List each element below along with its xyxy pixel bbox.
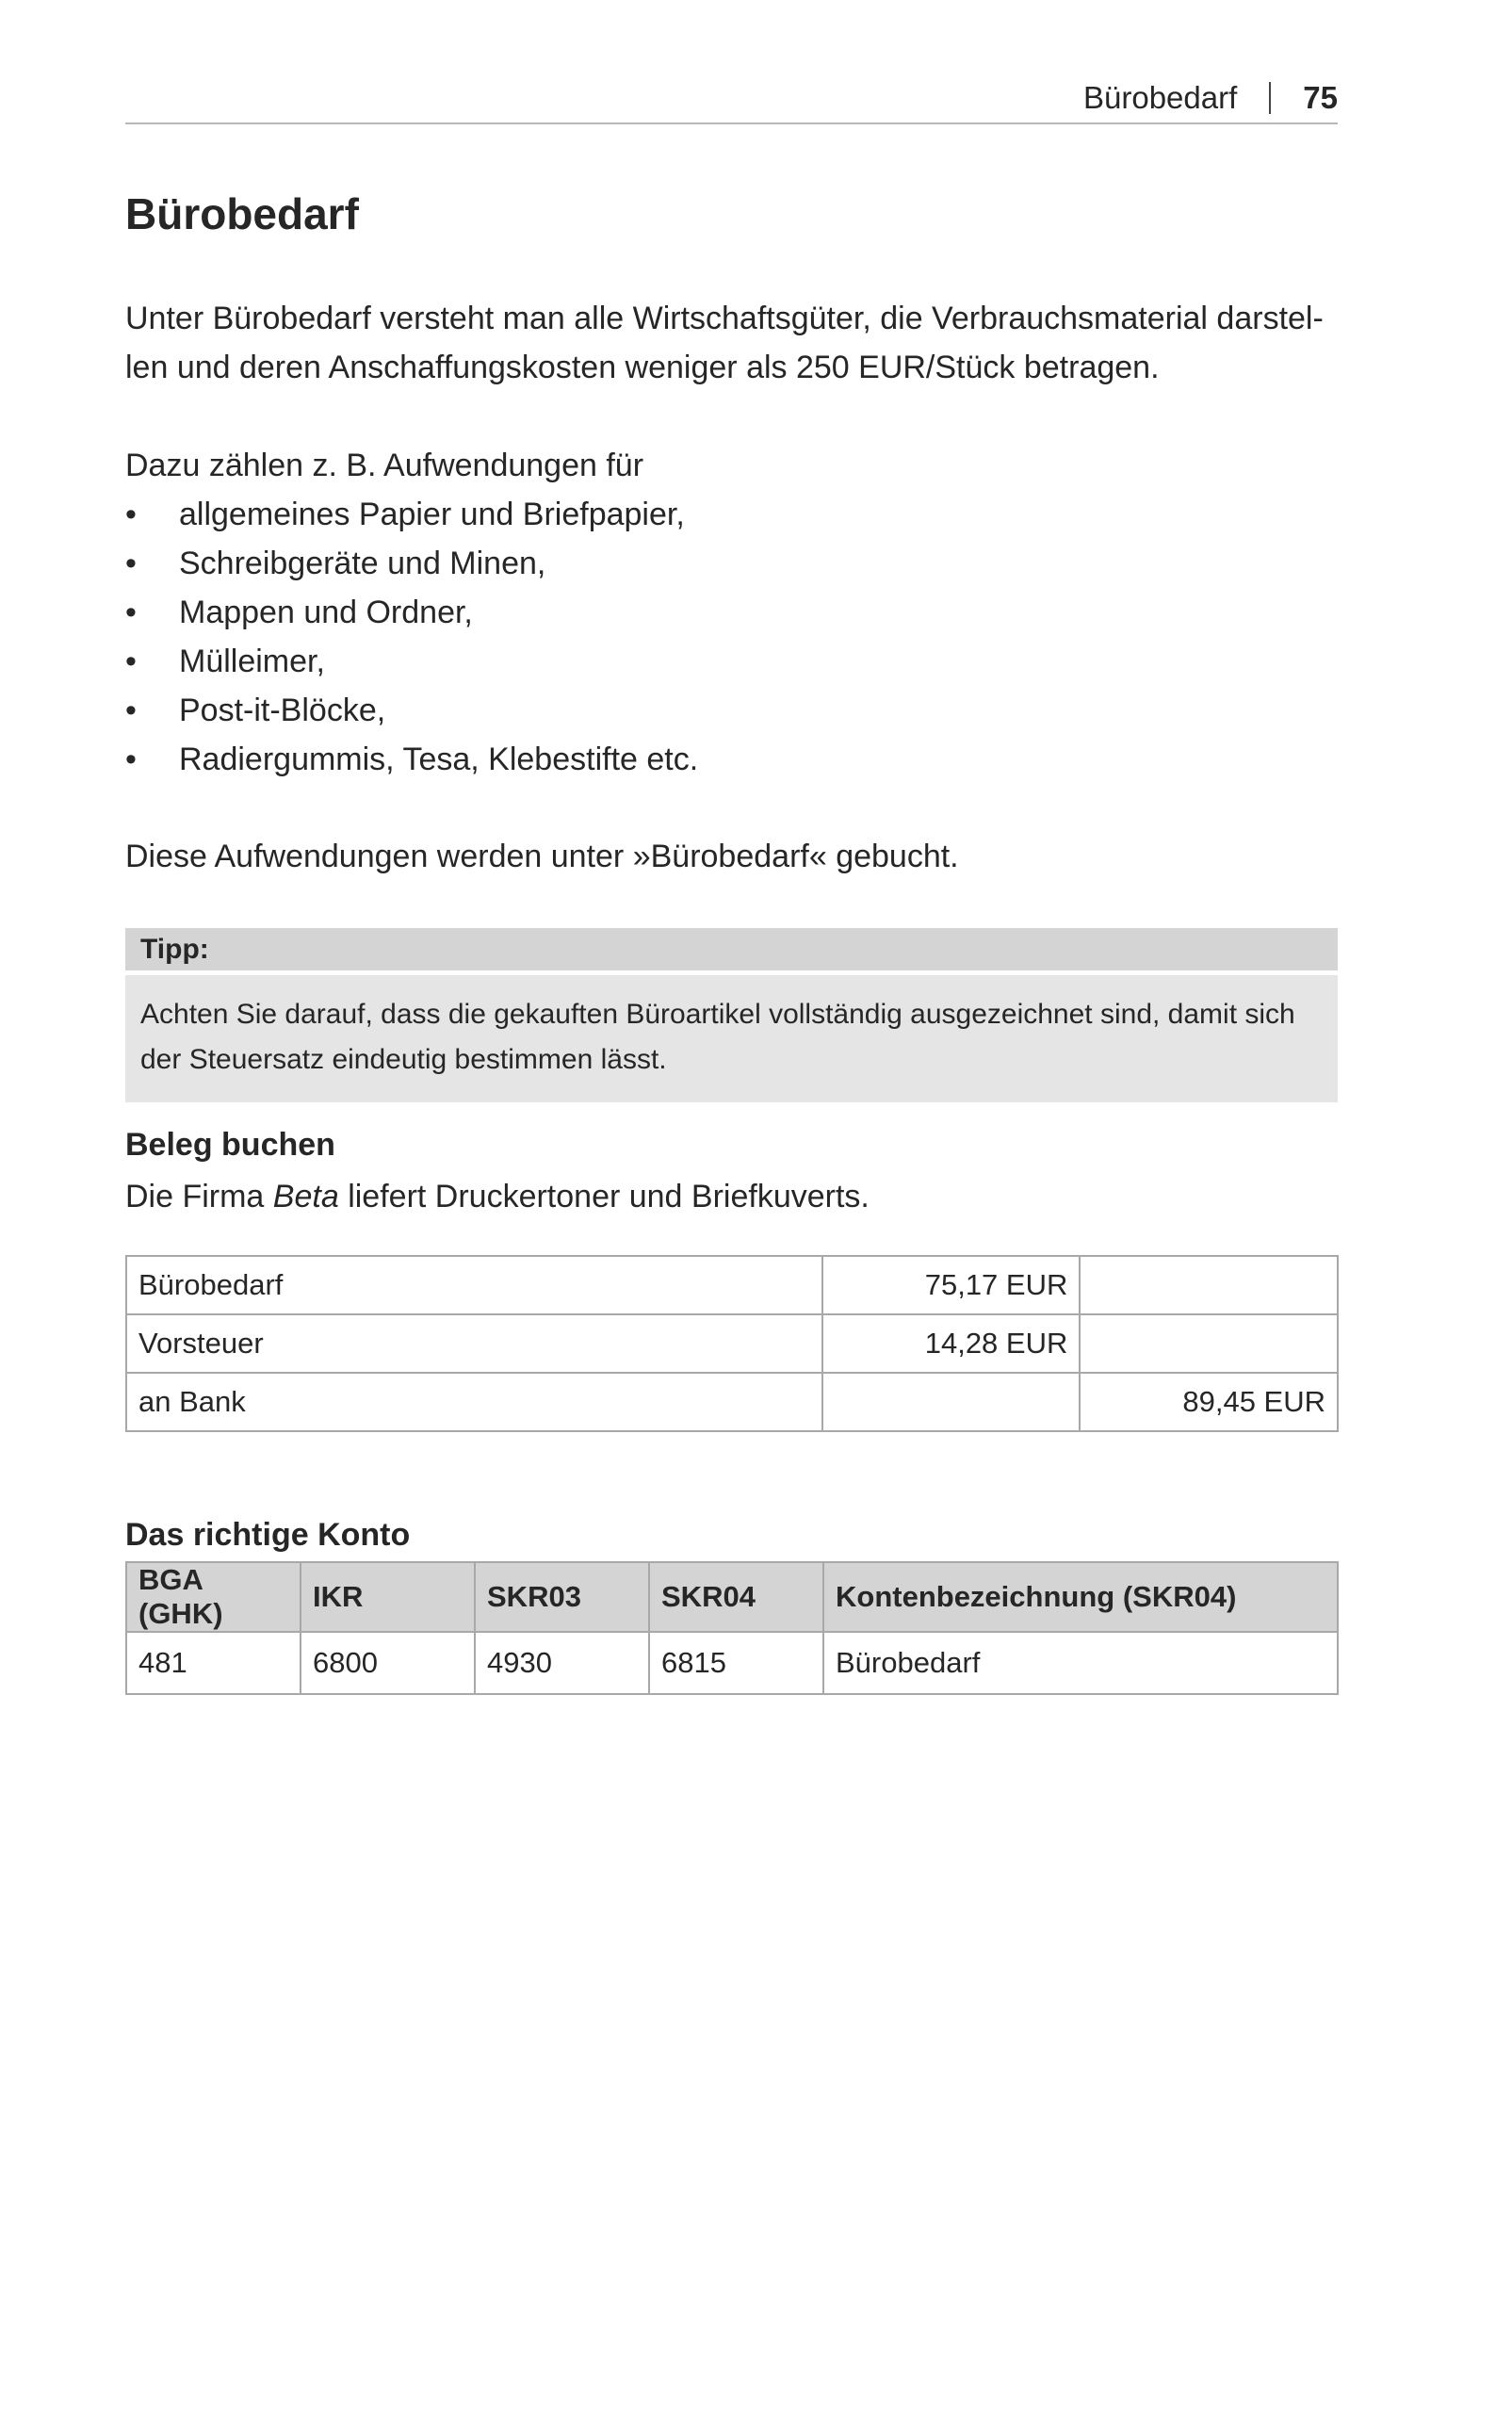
list-item xyxy=(125,686,1341,735)
list-item-text: Mappen und Ordner, xyxy=(179,595,473,630)
list-item xyxy=(125,637,1341,686)
page-number: 75 xyxy=(1303,80,1338,115)
bullet-list xyxy=(125,490,1341,784)
tip-header: Tipp: xyxy=(125,928,1338,970)
credit-cell xyxy=(1080,1314,1338,1373)
konto-heading: Das richtige Konto xyxy=(125,1517,411,1553)
table-row xyxy=(126,1373,1338,1431)
table-cell: Bürobedarf xyxy=(823,1632,1338,1694)
intro-line-1: Unter Bürobedarf versteht man alle Wirtschaftsgüter, die Verbrauchsmaterial darstel- xyxy=(125,301,1324,336)
table-row xyxy=(126,1632,1338,1694)
list-item-text: Schreibgeräte und Minen, xyxy=(179,546,546,581)
intro-paragraph xyxy=(125,294,1341,392)
table-cell: 4930 xyxy=(475,1632,649,1694)
column-header: IKR xyxy=(301,1562,475,1632)
account-cell: Bürobedarf xyxy=(126,1256,822,1314)
bullet-marker: • xyxy=(125,595,137,630)
list-item xyxy=(125,490,1341,539)
konto-table xyxy=(125,1561,1339,1695)
column-header: SKR03 xyxy=(475,1562,649,1632)
credit-cell xyxy=(1080,1256,1338,1314)
table-row xyxy=(126,1256,1338,1314)
beleg-text-start: Die Firma xyxy=(125,1179,273,1214)
list-item xyxy=(125,539,1341,588)
list-item-text: Radiergummis, Tesa, Klebestifte etc. xyxy=(179,742,699,777)
bullet-marker: • xyxy=(125,546,137,581)
header-separator xyxy=(1269,82,1271,114)
list-item-text: Post-it-Blöcke, xyxy=(179,693,386,728)
column-header: BGA (GHK) xyxy=(126,1562,301,1632)
credit-cell: 89,45 EUR xyxy=(1080,1373,1338,1431)
table-cell: 6815 xyxy=(649,1632,823,1694)
account-cell: an Bank xyxy=(126,1373,822,1431)
beleg-heading: Beleg buchen xyxy=(125,1127,335,1163)
running-header xyxy=(125,73,1338,124)
account-cell: Vorsteuer xyxy=(126,1314,822,1373)
bullet-marker: • xyxy=(125,644,137,679)
header-section-title: Bürobedarf xyxy=(1083,80,1238,115)
table-cell: 481 xyxy=(126,1632,301,1694)
list-item xyxy=(125,588,1341,637)
table-cell: 6800 xyxy=(301,1632,475,1694)
list-item-text: allgemeines Papier und Briefpapier, xyxy=(179,497,685,532)
list-item xyxy=(125,735,1341,784)
debit-cell xyxy=(822,1373,1081,1431)
beleg-text-end: liefert Druckertoner und Briefkuverts. xyxy=(338,1179,870,1214)
booking-note: Diese Aufwendungen werden unter »Bürobedarf« gebucht. xyxy=(125,839,959,874)
tip-body xyxy=(125,975,1338,1102)
table-header-row xyxy=(126,1562,1338,1632)
bullet-marker: • xyxy=(125,742,137,777)
company-name: Beta xyxy=(272,1179,339,1214)
bullet-marker: • xyxy=(125,497,137,532)
tip-line-1: Achten Sie darauf, dass die gekauften Büroartikel vollständig ausgezeichnet sind, damit sich xyxy=(140,999,1295,1030)
debit-cell: 14,28 EUR xyxy=(822,1314,1081,1373)
bullet-marker: • xyxy=(125,693,137,728)
booking-table xyxy=(125,1255,1339,1432)
beleg-text xyxy=(125,1172,1341,1221)
table-row xyxy=(126,1314,1338,1373)
page-title: Bürobedarf xyxy=(125,189,359,238)
debit-cell: 75,17 EUR xyxy=(822,1256,1081,1314)
list-intro: Dazu zählen z. B. Aufwendungen für xyxy=(125,448,644,483)
list-item-text: Mülleimer, xyxy=(179,644,325,679)
intro-line-2: len und deren Anschaffungskosten weniger als 250 EUR/Stück betragen. xyxy=(125,350,1160,385)
column-header: Kontenbezeichnung (SKR04) xyxy=(823,1562,1338,1632)
column-header: SKR04 xyxy=(649,1562,823,1632)
tip-line-2: der Steuersatz eindeutig bestimmen lässt. xyxy=(140,1044,667,1075)
